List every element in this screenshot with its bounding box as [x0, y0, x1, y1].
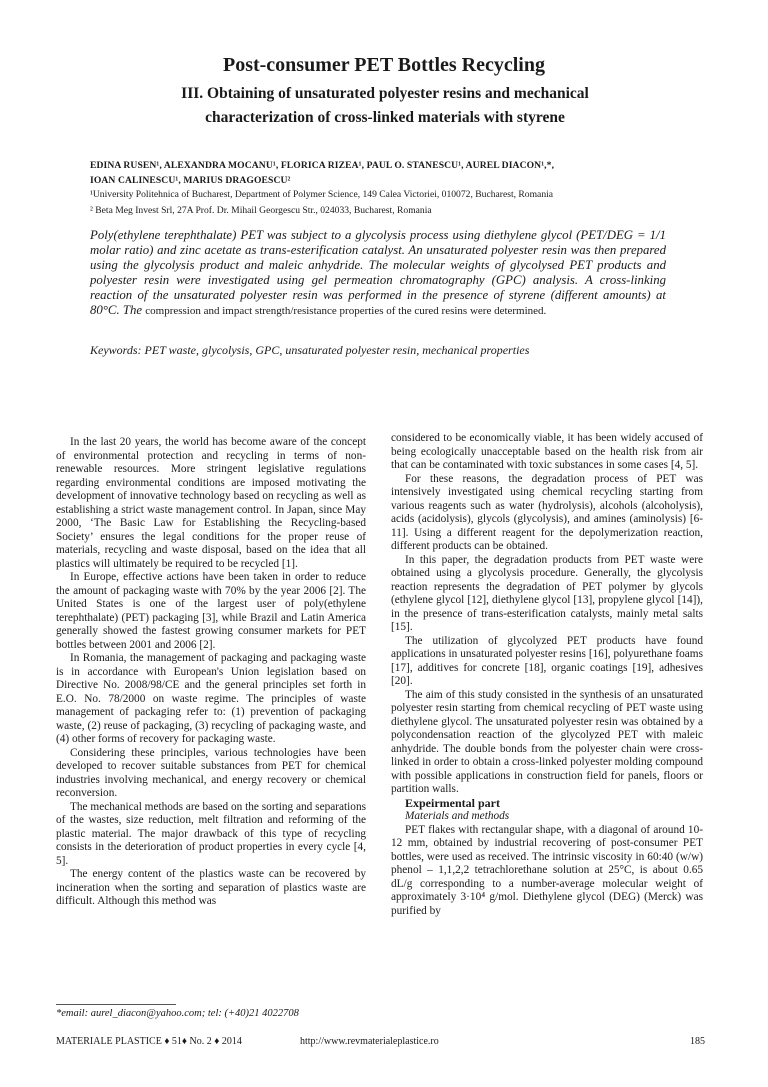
paragraph: The energy content of the plastics waste can be recovered by incineration when the sorting and separation of plastics waste are difficult. Although this method was: [56, 868, 366, 907]
authors-line-2: IOAN CALINESCU¹, MARIUS DRAGOESCU²: [90, 175, 291, 186]
paragraph: considered to be economically viable, it has been widely accused of being ecologically unacceptable based on the health risk from air that can be contaminated with toxic substances in some cases [4, 5].: [391, 432, 703, 471]
abstract-text-end: compression and impact strength/resistance properties of the cured resins were determined.: [145, 305, 547, 317]
paragraph: The utilization of glycolyzed PET products have found applications in unsaturated polyester resins [16], polyurethane foams [17], additives for concrete [18], organic coatings [19], adhesives [20].: [391, 634, 703, 687]
footer-journal: MATERIALE PLASTICE ♦ 51♦ No. 2 ♦ 2014: [56, 1036, 242, 1047]
footnote-rule: [56, 1004, 176, 1005]
author-list: [90, 158, 710, 188]
subsection-heading: Materials and methods: [405, 810, 510, 822]
subtitle-line-1: III. Obtaining of unsaturated polyester resins and mechanical: [181, 85, 589, 102]
paragraph: The mechanical methods are based on the sorting and separations of the wastes, size reduction, melt filtration and reforming of the plastic material. The major drawback of this type of recycling consists in the deterioration of product properties in every cycle [4, 5].: [56, 800, 366, 867]
paragraph: In this paper, the degradation products from PET waste were obtained using a glycolysis procedure. Generally, the glycolysis reaction represents the degradation of PET polymer by glycols (ethylene glycol [12], diethylene glycol [13], propylene glycol [14]), in the presence of trans-esterification catalysts, mainly metal salts [15].: [391, 553, 703, 633]
paragraph: PET flakes with rectangular shape, with a diagonal of around 10-12 mm, obtained by industrial recovering of post-consumer PET bottles, were used as received. The intrinsic viscosity in 60:40 (w/w) phenol – 1,1,2,2 tetrachlorethane solution at 25°C, is about 0.65 dL/g corresponding to a number-average molecular weight of approximately 3·10⁴ g/mol. Diethylene glycol (DEG) (Merck) was purified by: [391, 823, 703, 917]
section-heading: Expeirmental part: [405, 795, 500, 810]
page-number: 185: [690, 1036, 705, 1047]
paragraph: Considering these principles, various technologies have been developed to recover suitable substances from PET for chemical industries involving mechanical, and energy recovery or chemical reconversion.: [56, 746, 366, 799]
paragraph: In Europe, effective actions have been taken in order to reduce the amount of packaging waste with 70% by the year 2006 [2]. The United States is one of the largest user of poly(ethylene terephthalate) (PET) packaging [3], while Brazil and Latin America generally showed the fastest growing consumer markets for PET bottles between 2001 and 2006 [2].: [56, 571, 366, 651]
keywords: Keywords: PET waste, glycolysis, GPC, unsaturated polyester resin, mechanical properties: [90, 343, 530, 357]
paragraph: For these reasons, the degradation process of PET was intensively investigated using chemical recycling starting from various reagents such as water (hydrolysis), alcohols (alcoholysis), acids (acidolysis), glycols (glycolysis), and amines (aminolysis) [6-11]. Using a different reagent for the depolymerization reaction, different products can be obtained.: [391, 472, 703, 552]
paper-title: Post-consumer PET Bottles Recycling: [222, 54, 545, 76]
affiliation-2: ² Beta Meg Invest Srl, 27A Prof. Dr. Mihail Georgescu Str., 024033, Bucharest, Romania: [90, 205, 432, 216]
paragraph: In Romania, the management of packaging and packaging waste is in accordance with European's Union legislation based on Directive No. 2008/98/CE and the general principles set forth in E.O. No. 78/2000 on waste regime. The principles of waste management of packaging refer to: (1) prevention of packaging waste, (2) reuse of packaging, (3) recycling of packaging waste, and (4) other forms of recovery for packaging waste.: [56, 652, 366, 745]
paragraph: The aim of this study consisted in the synthesis of an unsaturated polyester resin starting from chemical recycling of PET waste using diethylene glycol. The unsaturated polyester resin was obtained by a polycondensation reaction of the glycolyzed PET with maleic anhydride. The double bonds from the polyester chain were cross-linked in order to obtain a cross-linked polyester molding compound with possible applications in construction field for panels, floors or partition walls.: [391, 688, 703, 795]
authors-line-1: EDINA RUSEN¹, ALEXANDRA MOCANU¹, FLORICA RIZEA¹, PAUL O. STANESCU¹, AUREL DIACON¹,*,: [90, 160, 555, 171]
paper-subtitle: [120, 82, 650, 130]
subtitle-line-2: characterization of cross-linked materials with styrene: [205, 109, 565, 126]
abstract-text: Poly(ethylene terephthalate) PET was subject to a glycolysis process using diethylene glycol (PET/DEG = 1/1 molar ratio) and zinc acetate as trans-esterification catalyst. An unsaturated polyester resin was then prepared using the glycolysis product and maleic anhydride. The molecular weights of glycolysed PET products and polyester resin were investigated using gel permeation chromatography (GPC) analysis. A cross-linking reaction of the unsaturated polyester resin was performed in the presence of styrene (different amounts) at 80°C. The: [90, 228, 666, 317]
abstract: [90, 228, 666, 319]
body-column-left: [56, 436, 366, 909]
paragraph: In the last 20 years, the world has become aware of the concept of environmental protection and recycling in terms of non-renewable resources. More stringent legislative regulations regarding environmental conditions are imposed motivating the development of innovative technology based on recycling as well as establishing a strict waste management control. In Japan, since May 2000, ‘The Basic Law for Establishing the Recycling-based Society’ ensures the legal conditions for the proper reuse of materials, recycling and waste disposal, based on the idea that all plastics will ultimately be required to be recycled [1].: [56, 436, 366, 570]
affiliation-1: ¹University Politehnica of Bucharest, Department of Polymer Science, 149 Calea Victoriei, 010072, Bucharest, Romania: [90, 189, 554, 200]
footnote: *email: aurel_diacon@yahoo.com; tel: (+40)21 4022708: [56, 1008, 299, 1019]
body-column-right: [391, 432, 703, 918]
footer-url[interactable]: http://www.revmaterialeplastice.ro: [300, 1036, 439, 1047]
